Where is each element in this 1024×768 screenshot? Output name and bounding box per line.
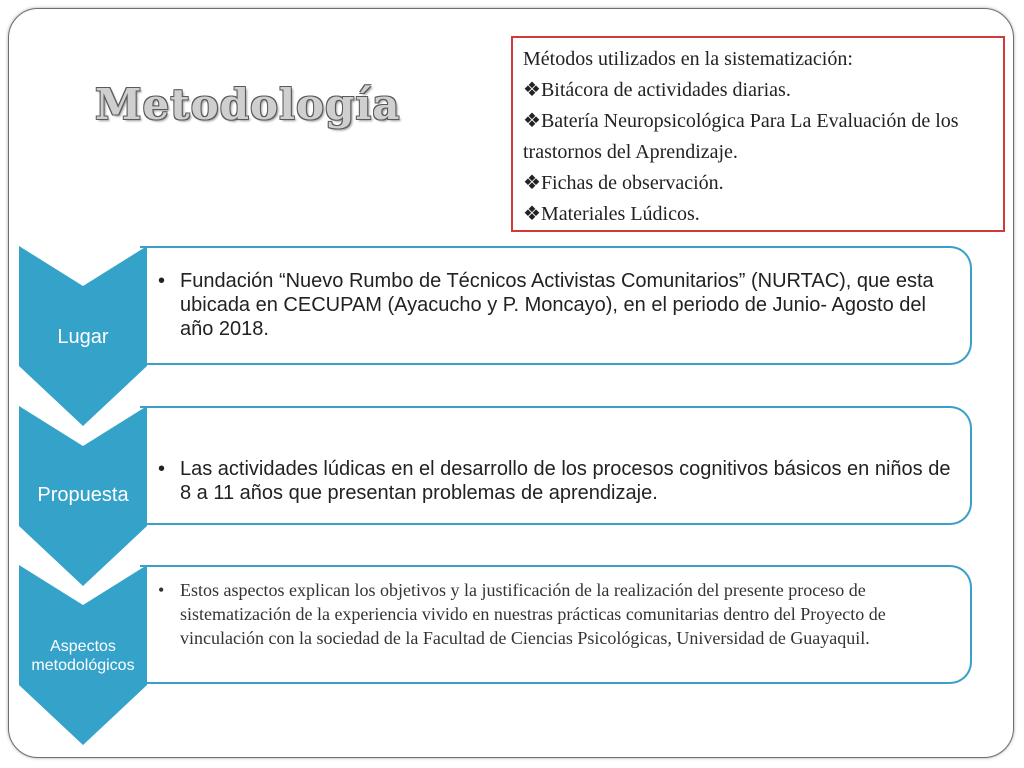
row-lugar-text: • Fundación “Nuevo Rumbo de Técnicos Activistas Comunitarios” (NURTAC), que esta ubicada en CECUPAM (Ayacucho y P. Moncayo), en el periodo de Junio- Agosto del año 2018. <box>180 269 952 341</box>
row-lugar-label: Lugar <box>57 326 109 348</box>
row-aspectos-box <box>140 565 972 684</box>
methods-item: ❖Fichas de observación. <box>523 172 724 194</box>
diamond-bullet-icon: ❖ <box>523 79 541 101</box>
page-title: Metodología <box>95 80 401 129</box>
diamond-bullet-icon: ❖ <box>523 110 541 132</box>
methods-box <box>511 36 1005 232</box>
methods-item: ❖Bitácora de actividades diarias. <box>523 79 791 101</box>
row-propuesta-label: Propuesta <box>37 484 129 506</box>
row-aspectos-text: • Estos aspectos explican los objetivos y la justificación de la realización del presente proceso de sistematización de la experiencia vivido en nuestras prácticas comunitarias dentro del Proyecto de vinculación con la sociedad de la Facultad de Ciencias Psicológicas, Universidad de Guayaquil. <box>180 578 956 650</box>
row-aspectos-label: Aspectos metodológicos <box>31 638 135 674</box>
methods-item: ❖Materiales Lúdicos. <box>523 203 700 225</box>
diamond-bullet-icon: ❖ <box>523 172 541 194</box>
diamond-bullet-icon: ❖ <box>523 203 541 225</box>
row-propuesta-text: • Las actividades lúdicas en el desarrollo de los procesos cognitivos básicos en niños de 8 a 11 años que presentan problemas de aprendizaje. <box>180 457 956 505</box>
row-propuesta-box <box>140 406 972 525</box>
row-lugar-box <box>140 246 972 365</box>
methods-heading: Métodos utilizados en la sistematización: <box>523 48 853 70</box>
methods-item: ❖Batería Neuropsicológica Para La Evaluación de los trastornos del Aprendizaje. <box>523 110 959 163</box>
